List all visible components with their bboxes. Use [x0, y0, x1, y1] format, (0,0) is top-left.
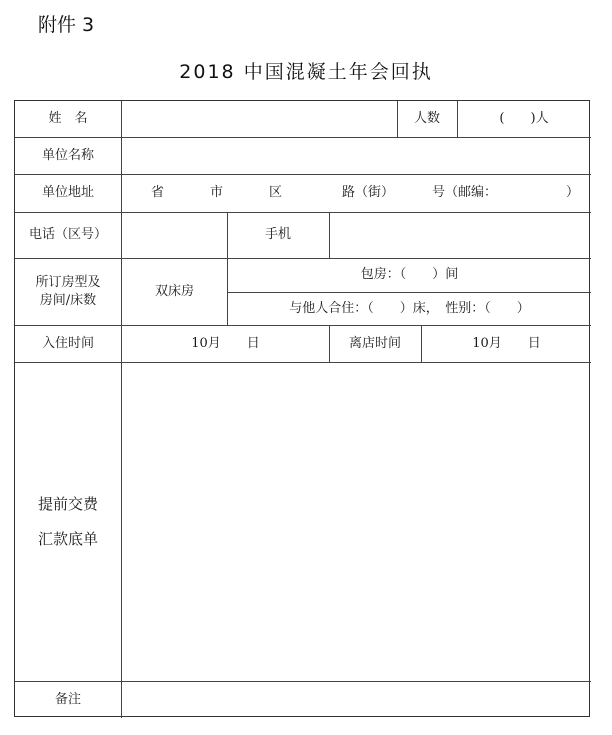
attachment-label: 附件 3 [38, 14, 95, 36]
address-province: 省 [151, 185, 165, 201]
room-type-label-line1: 所订房型及 [35, 274, 101, 290]
payment-receipt-area[interactable] [123, 364, 589, 679]
col-divider [329, 212, 330, 258]
shared-room-field[interactable]: 与他人合住：（ ）床， 性别：（ ） [289, 300, 530, 316]
headcount-field[interactable]: ( )人 [499, 111, 549, 127]
payment-label-line2: 汇款底单 [37, 529, 98, 548]
remark-label: 备注 [54, 691, 81, 707]
phone-input[interactable] [123, 214, 225, 256]
org-name-input[interactable] [123, 139, 589, 172]
reply-form-table [14, 100, 590, 717]
page-title: 2018 中国混凝土年会回执 [179, 61, 433, 83]
checkout-date-field[interactable]: 10月 日 [472, 335, 541, 351]
address-label: 单位地址 [41, 185, 94, 201]
phone-label: 电话（区号） [28, 227, 107, 243]
checkin-date-field[interactable]: 10月 日 [191, 335, 260, 351]
address-road: 路（街） [342, 185, 395, 201]
mobile-label: 手机 [264, 227, 291, 243]
address-number-postcode: 号（邮编： [432, 185, 498, 201]
checkin-label: 入住时间 [41, 335, 94, 351]
address-field[interactable] [122, 174, 591, 212]
private-room-field[interactable]: 包房：（ ）间 [360, 267, 459, 283]
checkout-label: 离店时间 [348, 335, 401, 351]
headcount-label: 人数 [413, 111, 440, 127]
address-district: 区 [269, 185, 283, 201]
name-label: 姓 名 [48, 111, 88, 127]
room-type-label-line2: 房间/床数 [39, 292, 97, 308]
payment-receipt-label [15, 362, 121, 681]
address-city: 市 [210, 185, 224, 201]
org-name-label: 单位名称 [41, 147, 94, 163]
address-close-paren: ） [566, 185, 580, 201]
room-type-label [15, 258, 121, 325]
room-type-twin: 双床房 [154, 283, 194, 299]
payment-label-line1: 提前交费 [37, 495, 98, 513]
mobile-input[interactable] [331, 214, 589, 256]
remark-input[interactable] [123, 683, 589, 716]
name-input[interactable] [123, 103, 395, 135]
